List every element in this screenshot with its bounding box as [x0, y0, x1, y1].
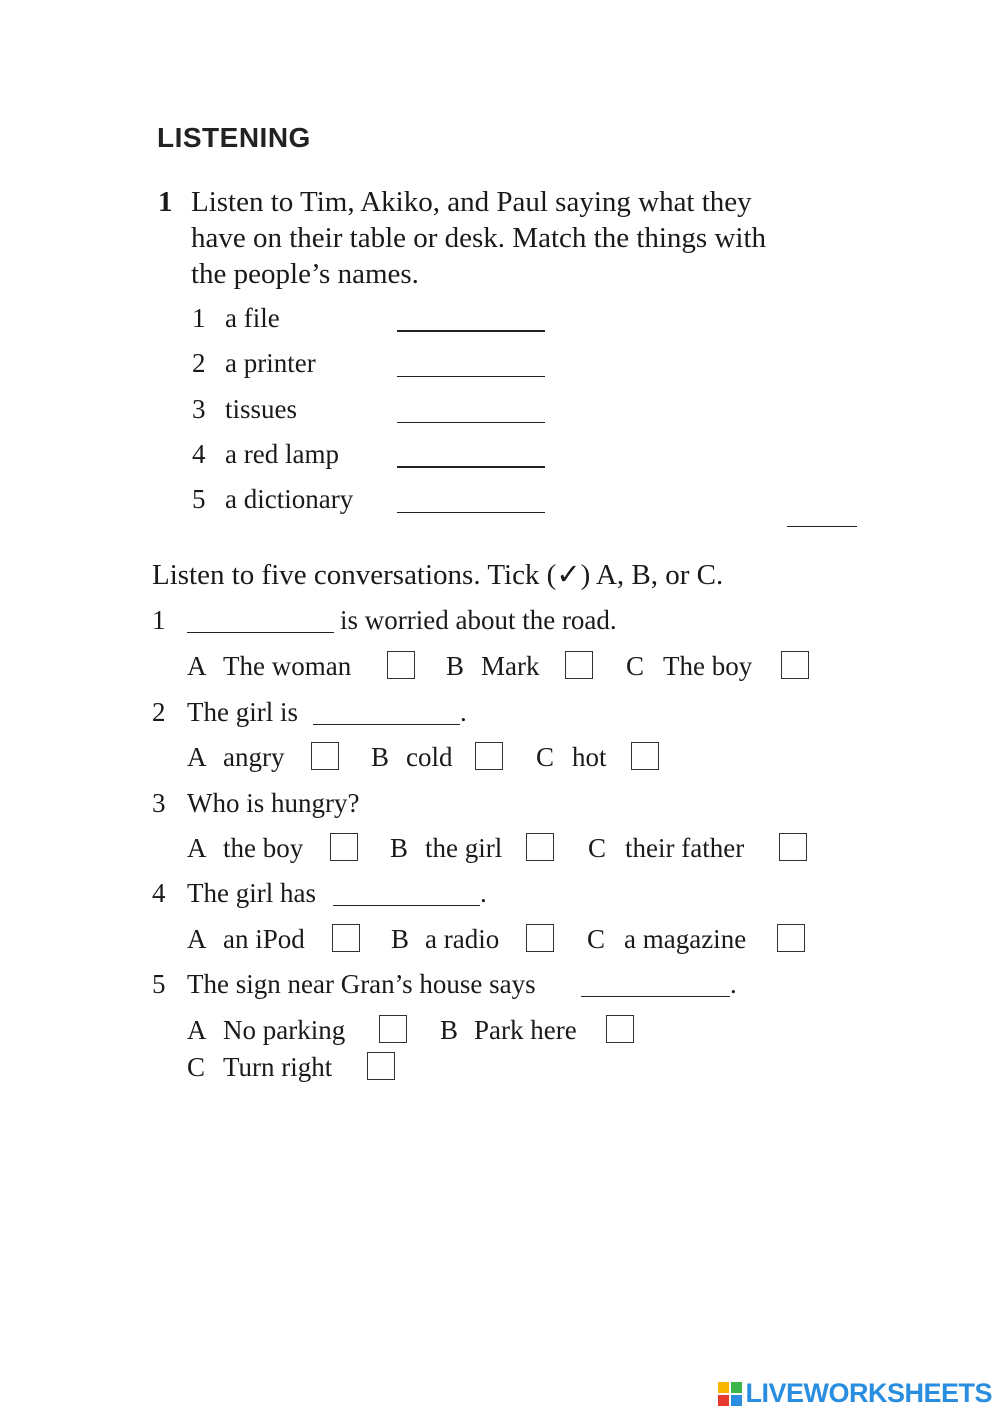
option-text: Turn right [223, 1052, 333, 1082]
option-checkbox[interactable] [332, 924, 360, 952]
exercise-1-instruction-line-2: have on their table or desk. Match the things with [191, 222, 767, 254]
option-letter: A [187, 924, 207, 954]
option-text: hot [572, 742, 607, 772]
score-blank [787, 526, 857, 527]
match-item-text: a red lamp [225, 439, 339, 469]
question-end: . [480, 878, 487, 908]
question-text: The sign near Gran’s house says [187, 969, 536, 999]
answer-blank[interactable] [581, 996, 730, 997]
option-letter: B [371, 742, 390, 772]
option-text: the boy [223, 833, 304, 863]
answer-blank[interactable] [397, 330, 545, 332]
option-checkbox[interactable] [565, 651, 593, 679]
option-text: their father [625, 833, 745, 863]
answer-blank[interactable] [397, 376, 545, 377]
option-letter: A [187, 1015, 207, 1045]
option-text: cold [406, 742, 453, 772]
answer-blank[interactable] [397, 512, 545, 513]
option-text: an iPod [223, 924, 305, 954]
option-text: a magazine [624, 924, 747, 954]
option-text: angry [223, 742, 285, 772]
option-text: The boy [663, 651, 753, 681]
question-text: The girl is [187, 697, 298, 727]
match-item-text: a dictionary [225, 484, 354, 514]
option-letter: B [390, 833, 409, 863]
question-text: Who is hungry? [187, 788, 360, 818]
question-number: 2 [152, 697, 166, 727]
section-heading: LISTENING [157, 122, 311, 153]
exercise-2-instruction: Listen to five conversations. Tick (✓) A, B, or C. [152, 559, 724, 591]
exercise-1-number: 1 [158, 186, 173, 218]
question-text: is worried about the road. [340, 605, 617, 635]
option-letter: C [588, 833, 607, 863]
option-checkbox[interactable] [606, 1015, 634, 1043]
option-checkbox[interactable] [311, 742, 339, 770]
option-checkbox[interactable] [526, 833, 554, 861]
option-checkbox[interactable] [526, 924, 554, 952]
exercise-1-instruction-line-1: Listen to Tim, Akiko, and Paul saying what they [191, 186, 752, 218]
question-end: . [460, 697, 467, 727]
logo-grid-icon [718, 1382, 742, 1406]
logo-square [731, 1382, 742, 1393]
option-checkbox[interactable] [367, 1052, 395, 1080]
answer-blank[interactable] [333, 905, 480, 906]
match-item-text: tissues [225, 394, 298, 424]
question-number: 1 [152, 605, 166, 635]
match-item-number: 3 [192, 394, 206, 424]
question-number: 3 [152, 788, 166, 818]
option-text: No parking [223, 1015, 346, 1045]
option-letter: A [187, 833, 207, 863]
logo-square [718, 1382, 729, 1393]
option-checkbox[interactable] [387, 651, 415, 679]
option-letter: A [187, 651, 207, 681]
logo-text: LIVEWORKSHEETS [745, 1378, 992, 1408]
option-letter: C [536, 742, 555, 772]
answer-blank[interactable] [397, 466, 545, 468]
option-checkbox[interactable] [631, 742, 659, 770]
option-letter: C [626, 651, 645, 681]
option-checkbox[interactable] [330, 833, 358, 861]
option-checkbox[interactable] [779, 833, 807, 861]
option-text: Park here [474, 1015, 577, 1045]
option-letter: B [446, 651, 465, 681]
logo-square [731, 1395, 742, 1406]
match-item-text: a printer [225, 348, 316, 378]
option-letter: B [391, 924, 410, 954]
option-checkbox[interactable] [781, 651, 809, 679]
option-letter: C [587, 924, 606, 954]
match-item-number: 4 [192, 439, 206, 469]
liveworksheets-logo [718, 1378, 992, 1409]
question-number: 4 [152, 878, 166, 908]
answer-blank[interactable] [187, 632, 334, 633]
exercise-1-instruction-line-3: the people’s names. [191, 258, 419, 290]
option-checkbox[interactable] [777, 924, 805, 952]
answer-blank[interactable] [313, 724, 460, 725]
option-letter: A [187, 742, 207, 772]
logo-square [718, 1395, 729, 1406]
option-checkbox[interactable] [379, 1015, 407, 1043]
option-text: The woman [223, 651, 352, 681]
match-item-number: 5 [192, 484, 206, 514]
question-text: The girl has [187, 878, 316, 908]
option-text: a radio [425, 924, 500, 954]
option-text: Mark [481, 651, 540, 681]
question-number: 5 [152, 969, 166, 999]
option-letter: B [440, 1015, 459, 1045]
option-text: the girl [425, 833, 503, 863]
match-item-number: 1 [192, 303, 206, 333]
option-letter: C [187, 1052, 206, 1082]
match-item-text: a file [225, 303, 280, 333]
answer-blank[interactable] [397, 422, 545, 423]
option-checkbox[interactable] [475, 742, 503, 770]
question-end: . [730, 969, 737, 999]
match-item-number: 2 [192, 348, 206, 378]
